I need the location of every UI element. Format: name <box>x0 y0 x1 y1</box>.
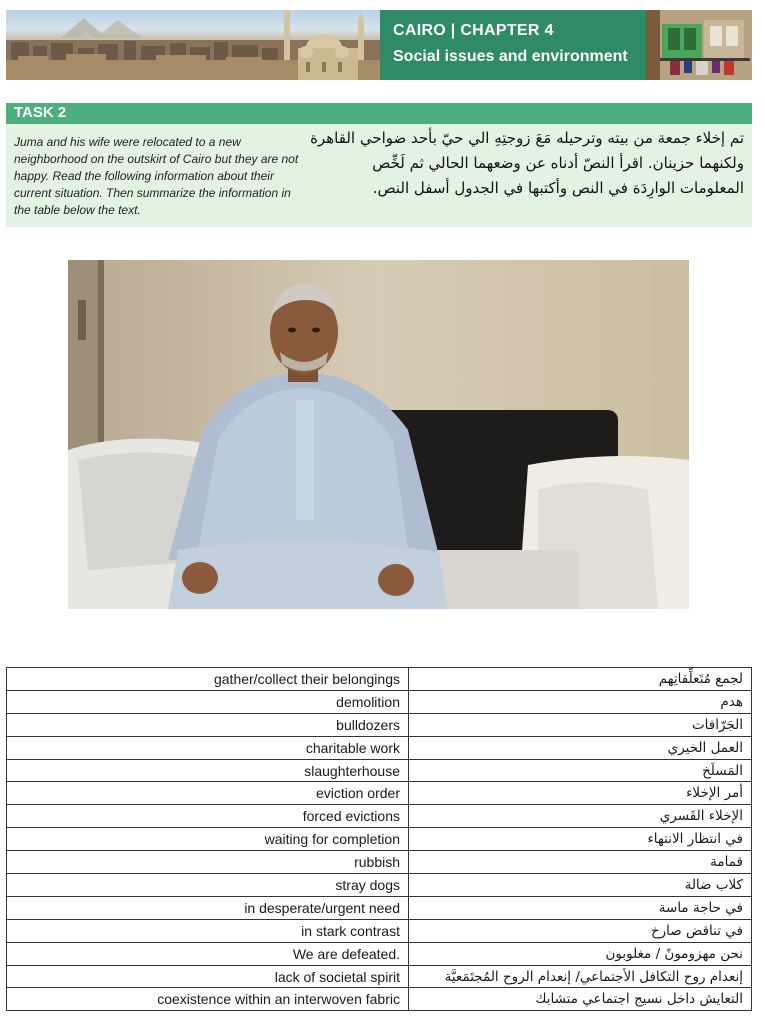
vocab-arabic: نحن مهزومونً / مغلوبون <box>409 942 752 965</box>
vocab-english: gather/collect their belongings <box>7 668 409 691</box>
vocab-english: coexistence within an interwoven fabric <box>7 988 409 1011</box>
vocab-arabic: هدم <box>409 690 752 713</box>
vocab-row <box>7 668 752 691</box>
vocab-arabic: كلاب ضالة <box>409 874 752 897</box>
vocab-row <box>7 782 752 805</box>
vocab-row <box>7 965 752 988</box>
banner-title-block <box>380 10 646 80</box>
vocab-row <box>7 713 752 736</box>
vocab-row <box>7 942 752 965</box>
man-seated-photo <box>68 260 689 609</box>
vocab-english: charitable work <box>7 736 409 759</box>
vocab-row <box>7 919 752 942</box>
vocab-row <box>7 988 752 1011</box>
cairo-skyline-photo <box>6 10 380 80</box>
task-instructions-box <box>6 124 752 227</box>
vocab-row <box>7 805 752 828</box>
vocab-english: in desperate/urgent need <box>7 896 409 919</box>
vocab-english: bulldozers <box>7 713 409 736</box>
vocab-arabic: في حاجة ماسة <box>409 896 752 919</box>
vocab-row <box>7 828 752 851</box>
task-instructions-arabic: تم إخلاء جمعة من بيته وترحيله مَعَ زوجتِهِ الي حيّ بأحد ضواحي القاهرة ولكنهما حزينان. اقرأ النصّ أدناه عن وضعهما الحالي ثم لَخِّص المعلومات الوارِدَة في النص وأكتبها في الجدول أسفل النص. <box>310 129 744 197</box>
vocab-english: slaughterhouse <box>7 759 409 782</box>
vocab-arabic: العمل الخيري <box>409 736 752 759</box>
vocab-arabic: في انتظار الانتهاء <box>409 828 752 851</box>
vocab-english: eviction order <box>7 782 409 805</box>
vocab-arabic: لجمع مُتَعلِّقاتِهم <box>409 668 752 691</box>
vocab-row <box>7 896 752 919</box>
vocab-english: lack of societal spirit <box>7 965 409 988</box>
vocab-english: forced evictions <box>7 805 409 828</box>
vocab-arabic: التعايش داخل نسيج اجتماعي متشابك <box>409 988 752 1011</box>
vocab-arabic: قمامة <box>409 851 752 874</box>
task-heading: TASK 2 <box>6 103 752 124</box>
vocab-arabic: المَسلَخ <box>409 759 752 782</box>
vocab-english: in stark contrast <box>7 919 409 942</box>
task-instructions-english: Juma and his wife were relocated to a new neighborhood on the outskirt of Cairo but they are not happy. Read the following information about their current situation. Then summarize the information in the table below the text. <box>14 135 299 217</box>
vocab-arabic: أمر الإخلاء <box>409 782 752 805</box>
vocab-arabic: الإخلاء القَسري <box>409 805 752 828</box>
vocab-arabic: في تناقض صارخ <box>409 919 752 942</box>
vocab-row <box>7 874 752 897</box>
vocab-row <box>7 759 752 782</box>
vocab-row <box>7 736 752 759</box>
vocab-english: waiting for completion <box>7 828 409 851</box>
chapter-title: CAIRO | CHAPTER 4 <box>393 22 554 39</box>
vocab-english: rubbish <box>7 851 409 874</box>
vocab-arabic: إنعدام روح التكافل الأجتماعي/ إنعدام الروح المُجتَمَعيَّة <box>409 965 752 988</box>
vocab-english: stray dogs <box>7 874 409 897</box>
vocabulary-table <box>6 667 752 1011</box>
vocab-english: We are defeated. <box>7 942 409 965</box>
vocab-english: demolition <box>7 690 409 713</box>
vocab-arabic: الجَرّافات <box>409 713 752 736</box>
vocab-row <box>7 690 752 713</box>
chapter-subtitle: Social issues and environment <box>393 48 628 65</box>
vocab-row <box>7 851 752 874</box>
chapter-banner <box>6 10 752 80</box>
balcony-photo <box>646 10 752 80</box>
